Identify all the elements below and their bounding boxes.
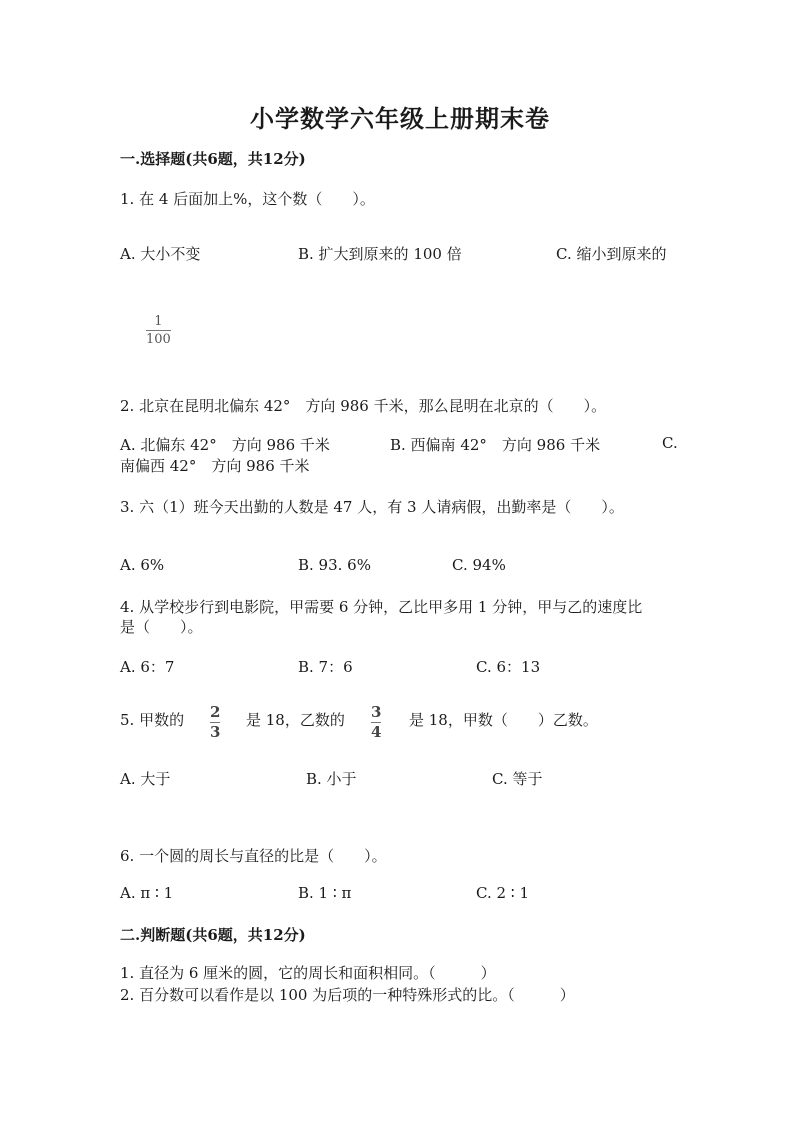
q1-option-a: A. 大小不变 [120, 245, 201, 263]
q6-option-a: A. π ∶ 1 [120, 884, 174, 902]
question-2: 2. 北京在昆明北偏东 42° 方向 986 千米，那么昆明在北京的（ ）。 [120, 397, 607, 415]
section-heading-choice: 一.选择题(共6题，共12分) [120, 150, 306, 168]
q3-option-a: A. 6% [120, 556, 165, 574]
question-5-part-3: 是 18，甲数（ ）乙数。 [409, 711, 598, 729]
fraction-denominator: 4 [371, 723, 382, 741]
q2-option-a: A. 北偏东 42° 方向 986 千米 [120, 436, 330, 454]
fraction-bar [146, 330, 171, 331]
q2-option-c: C. [662, 434, 678, 452]
q5-fraction-2 [371, 702, 381, 741]
q5-option-c: C. 等于 [492, 770, 543, 788]
q4-option-c: C. 6：13 [476, 658, 541, 676]
q6-option-c: C. 2 ∶ 1 [476, 884, 530, 902]
fraction-numerator: 3 [371, 703, 382, 721]
section-heading-judgement: 二.判断题(共6题，共12分) [120, 926, 306, 944]
question-4-line-1: 4. 从学校步行到电影院，甲需要 6 分钟，乙比甲多用 1 分钟，甲与乙的速度比 [120, 598, 643, 616]
q2-option-b: B. 西偏南 42° 方向 986 千米 [390, 436, 601, 454]
page-title: 小学数学六年级上册期末卷 [250, 104, 550, 133]
fraction-numerator: 1 [154, 314, 163, 329]
q5-fraction-1 [210, 702, 220, 741]
question-4-line-2: 是（ ）。 [120, 618, 203, 636]
q3-option-c: C. 94% [452, 556, 506, 574]
q4-option-b: B. 7：6 [298, 658, 353, 676]
q1-option-b: B. 扩大到原来的 100 倍 [298, 245, 462, 263]
question-3: 3. 六（1）班今天出勤的人数是 47 人，有 3 人请病假，出勤率是（ ）。 [120, 498, 624, 516]
question-5-part-2: 是 18，乙数的 [246, 711, 345, 729]
q5-option-b: B. 小于 [306, 770, 357, 788]
fraction-denominator: 100 [146, 332, 171, 347]
question-6: 6. 一个圆的周长与直径的比是（ ）。 [120, 847, 387, 865]
q3-option-b: B. 93. 6% [298, 556, 371, 574]
judgement-item-1: 1. 直径为 6 厘米的圆，它的周长和面积相同。（ ） [120, 964, 496, 982]
fraction-denominator: 3 [210, 723, 221, 741]
fraction-numerator: 2 [210, 703, 221, 721]
q5-option-a: A. 大于 [120, 770, 171, 788]
q1-option-c: C. 缩小到原来的 [556, 245, 667, 263]
q4-option-a: A. 6：7 [120, 658, 175, 676]
q6-option-b: B. 1 ∶ π [298, 884, 352, 902]
q2-option-c-text: 南偏西 42° 方向 986 千米 [120, 457, 310, 475]
q1-fraction [146, 310, 171, 347]
question-5-part-1: 5. 甲数的 [120, 711, 185, 729]
question-1: 1. 在 4 后面加上%，这个数（ ）。 [120, 190, 375, 208]
judgement-item-2: 2. 百分数可以看作是以 100 为后项的一种特殊形式的比。（ ） [120, 986, 575, 1004]
